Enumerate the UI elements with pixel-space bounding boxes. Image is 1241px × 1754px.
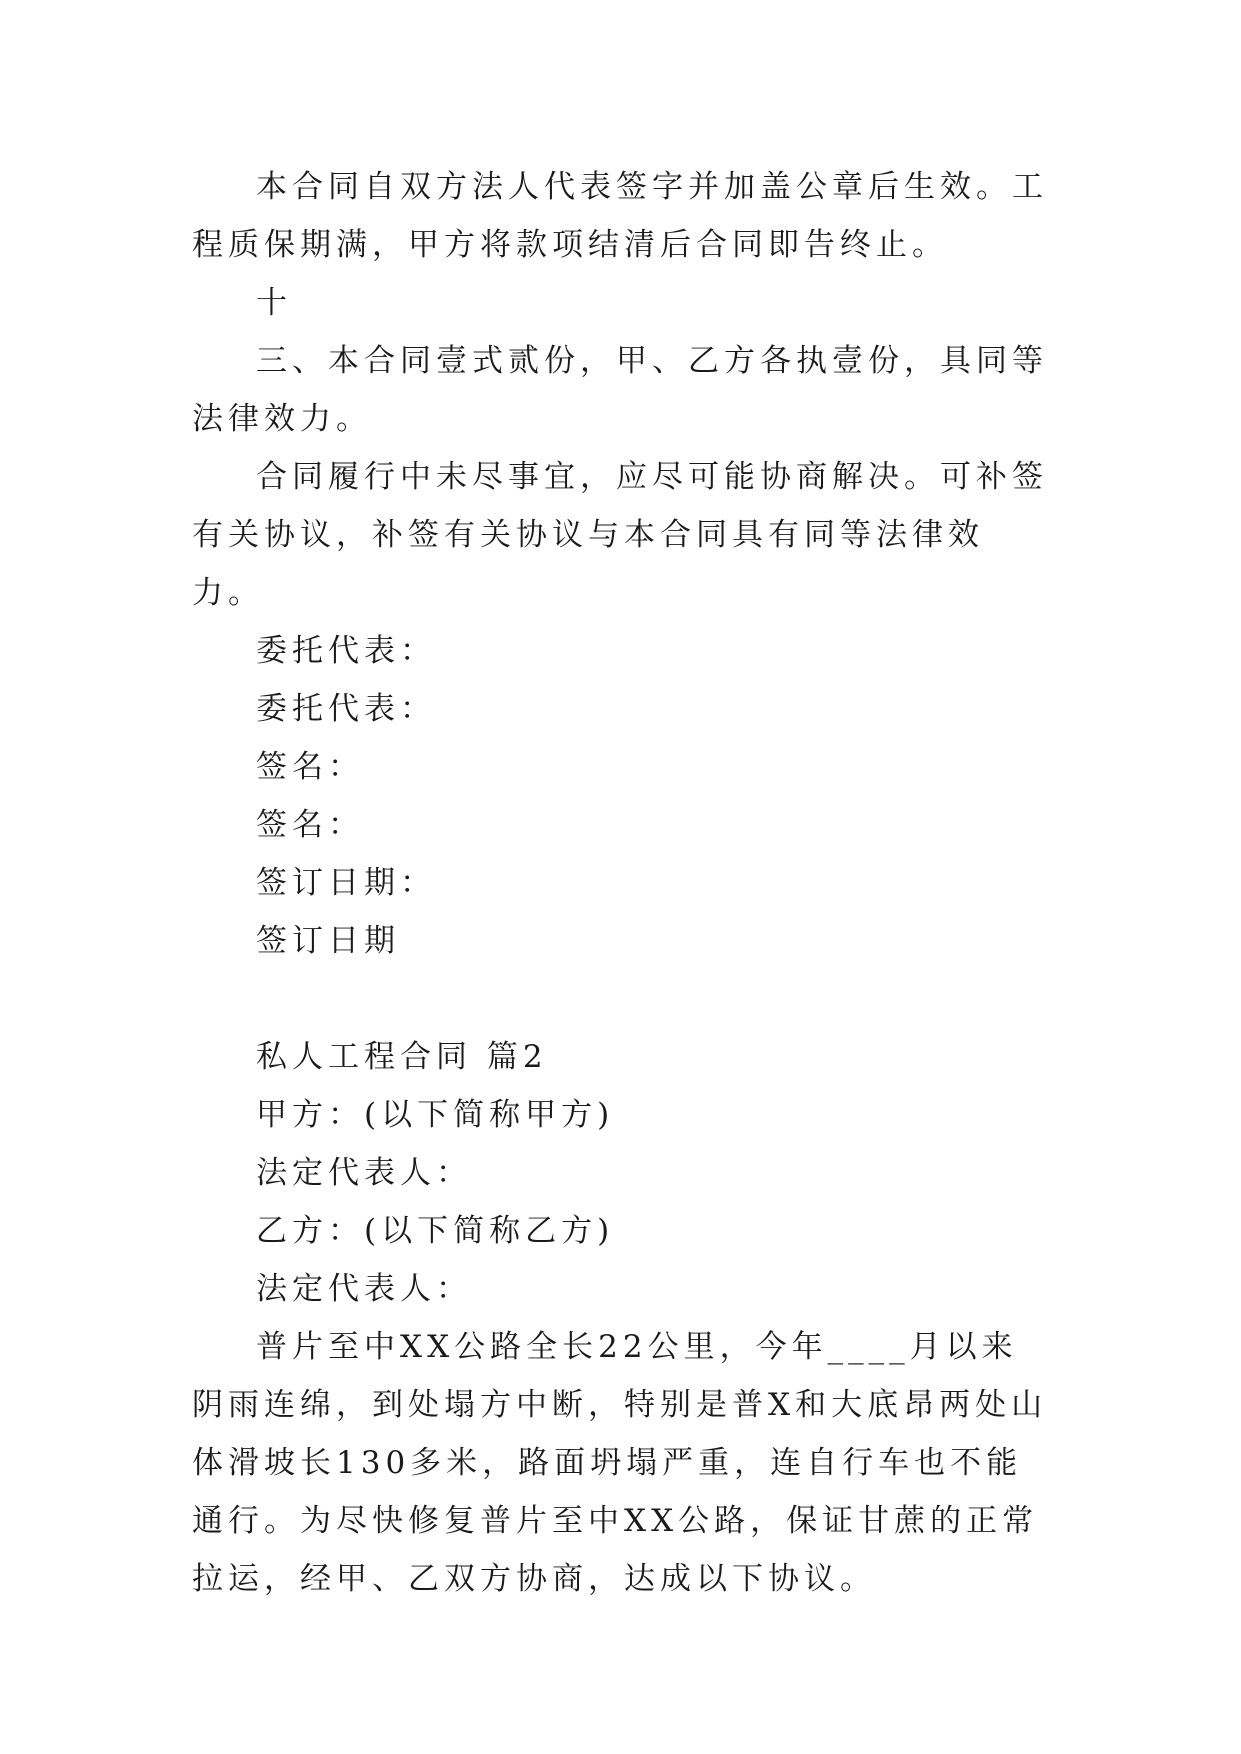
label-signature-a: 签名： bbox=[256, 749, 364, 785]
paragraph-item-number: 十 bbox=[256, 285, 292, 321]
document-body bbox=[192, 158, 1052, 1608]
party-a-line: 甲方：(以下简称甲方) bbox=[256, 1097, 615, 1133]
section-spacer bbox=[192, 970, 1052, 1028]
section-title: 私人工程合同 篇2 bbox=[256, 1039, 548, 1075]
paragraph-copies: 三、本合同壹式贰份，甲、乙方各执壹份，具同等法律效力。 bbox=[192, 343, 1048, 437]
party-a-representative-line: 法定代表人： bbox=[256, 1155, 472, 1191]
party-b-representative-line: 法定代表人： bbox=[256, 1271, 472, 1307]
party-b-line: 乙方：(以下简称乙方) bbox=[256, 1213, 615, 1249]
label-representative-b: 委托代表： bbox=[256, 691, 436, 727]
label-representative-a: 委托代表： bbox=[256, 633, 436, 669]
label-sign-date-b: 签订日期 bbox=[256, 923, 400, 959]
paragraph-supplementary: 合同履行中未尽事宜，应尽可能协商解决。可补签有关协议，补签有关协议与本合同具有同等法律效力。 bbox=[192, 459, 1048, 611]
paragraph-background: 普片至中XX公路全长22公里，今年____月以来阴雨连绵，到处塌方中断，特别是普X和大底昂两处山体滑坡长130多米，路面坍塌严重，连自行车也不能通行。为尽快修复普片至中XX公路，保证甘蔗的正常拉运，经甲、乙双方协商，达成以下协议。 bbox=[192, 1329, 1048, 1597]
label-signature-b: 签名： bbox=[256, 807, 364, 843]
paragraph-effectiveness: 本合同自双方法人代表签字并加盖公章后生效。工程质保期满，甲方将款项结清后合同即告终止。 bbox=[192, 169, 1048, 263]
label-sign-date-a: 签订日期： bbox=[256, 865, 436, 901]
